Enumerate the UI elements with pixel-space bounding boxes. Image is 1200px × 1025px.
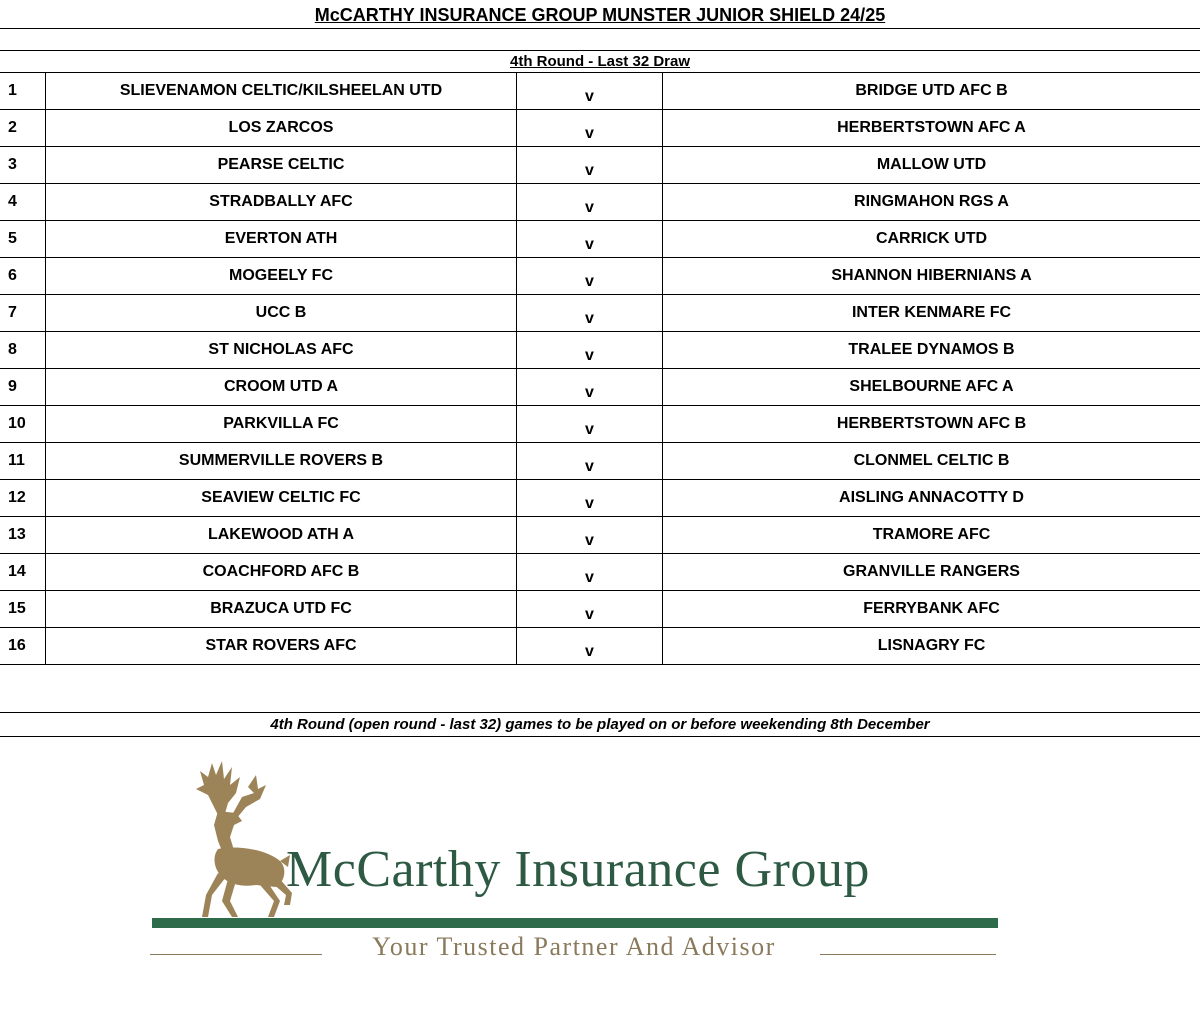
home-team: SUMMERVILLE ROVERS B (46, 443, 517, 480)
away-team: LISNAGRY FC (663, 628, 1200, 665)
fixture-row (0, 73, 1200, 110)
fixture-number: 6 (0, 258, 46, 295)
fixture-row (0, 406, 1200, 443)
versus-marker: v (517, 147, 663, 184)
home-team: BRAZUCA UTD FC (46, 591, 517, 628)
away-team: HERBERTSTOWN AFC B (663, 406, 1200, 443)
divider (0, 736, 1200, 737)
home-team: LOS ZARCOS (46, 110, 517, 147)
fixture-row (0, 258, 1200, 295)
away-team: GRANVILLE RANGERS (663, 554, 1200, 591)
home-team: MOGEELY FC (46, 258, 517, 295)
fixtures-table (0, 72, 1200, 665)
fixture-row (0, 443, 1200, 480)
home-team: LAKEWOOD ATH A (46, 517, 517, 554)
tagline-rule (820, 954, 996, 955)
fixture-row (0, 332, 1200, 369)
home-team: UCC B (46, 295, 517, 332)
logo-wordmark: McCarthy Insurance Group (286, 841, 870, 898)
versus-marker: v (517, 73, 663, 110)
home-team: PARKVILLA FC (46, 406, 517, 443)
fixture-number: 15 (0, 591, 46, 628)
fixture-number: 9 (0, 369, 46, 406)
versus-marker: v (517, 628, 663, 665)
fixture-row (0, 147, 1200, 184)
versus-marker: v (517, 184, 663, 221)
stag-icon (156, 745, 296, 920)
home-team: STAR ROVERS AFC (46, 628, 517, 665)
fixture-number: 7 (0, 295, 46, 332)
versus-marker: v (517, 443, 663, 480)
versus-marker: v (517, 258, 663, 295)
fixture-row (0, 628, 1200, 665)
away-team: SHANNON HIBERNIANS A (663, 258, 1200, 295)
logo-bar (152, 918, 998, 928)
fixture-number: 10 (0, 406, 46, 443)
versus-marker: v (517, 110, 663, 147)
versus-marker: v (517, 517, 663, 554)
draw-subtitle: 4th Round - Last 32 Draw (509, 53, 691, 70)
home-team: ST NICHOLAS AFC (46, 332, 517, 369)
fixture-row (0, 517, 1200, 554)
fixture-number: 13 (0, 517, 46, 554)
fixture-row (0, 480, 1200, 517)
fixture-number: 1 (0, 73, 46, 110)
versus-marker: v (517, 221, 663, 258)
away-team: HERBERTSTOWN AFC A (663, 110, 1200, 147)
fixture-row (0, 369, 1200, 406)
fixture-number: 4 (0, 184, 46, 221)
fixture-row (0, 184, 1200, 221)
away-team: CLONMEL CELTIC B (663, 443, 1200, 480)
fixture-number: 14 (0, 554, 46, 591)
home-team: SEAVIEW CELTIC FC (46, 480, 517, 517)
fixture-number: 5 (0, 221, 46, 258)
home-team: CROOM UTD A (46, 369, 517, 406)
fixture-row (0, 221, 1200, 258)
away-team: AISLING ANNACOTTY D (663, 480, 1200, 517)
page-title: McCARTHY INSURANCE GROUP MUNSTER JUNIOR SHIELD 24/25 (314, 5, 886, 25)
versus-marker: v (517, 554, 663, 591)
divider (0, 712, 1200, 713)
fixture-number: 12 (0, 480, 46, 517)
fixture-number: 11 (0, 443, 46, 480)
away-team: MALLOW UTD (663, 147, 1200, 184)
fixture-number: 16 (0, 628, 46, 665)
fixture-number: 8 (0, 332, 46, 369)
away-team: FERRYBANK AFC (663, 591, 1200, 628)
divider (0, 28, 1200, 29)
home-team: PEARSE CELTIC (46, 147, 517, 184)
fixture-row (0, 591, 1200, 628)
logo-tagline: Your Trusted Partner And Advisor (372, 932, 776, 961)
versus-marker: v (517, 369, 663, 406)
fixture-number: 2 (0, 110, 46, 147)
versus-marker: v (517, 480, 663, 517)
sponsor-logo (148, 745, 1000, 975)
versus-marker: v (517, 295, 663, 332)
home-team: EVERTON ATH (46, 221, 517, 258)
schedule-note: 4th Round (open round - last 32) games to be played on or before weekending 8th December (270, 716, 930, 733)
fixture-row (0, 554, 1200, 591)
away-team: CARRICK UTD (663, 221, 1200, 258)
away-team: RINGMAHON RGS A (663, 184, 1200, 221)
home-team: COACHFORD AFC B (46, 554, 517, 591)
home-team: SLIEVENAMON CELTIC/KILSHEELAN UTD (46, 73, 517, 110)
away-team: TRAMORE AFC (663, 517, 1200, 554)
divider (0, 50, 1200, 51)
versus-marker: v (517, 406, 663, 443)
away-team: TRALEE DYNAMOS B (663, 332, 1200, 369)
away-team: SHELBOURNE AFC A (663, 369, 1200, 406)
fixture-row (0, 110, 1200, 147)
home-team: STRADBALLY AFC (46, 184, 517, 221)
versus-marker: v (517, 591, 663, 628)
fixture-number: 3 (0, 147, 46, 184)
away-team: INTER KENMARE FC (663, 295, 1200, 332)
versus-marker: v (517, 332, 663, 369)
fixture-row (0, 295, 1200, 332)
away-team: BRIDGE UTD AFC B (663, 73, 1200, 110)
